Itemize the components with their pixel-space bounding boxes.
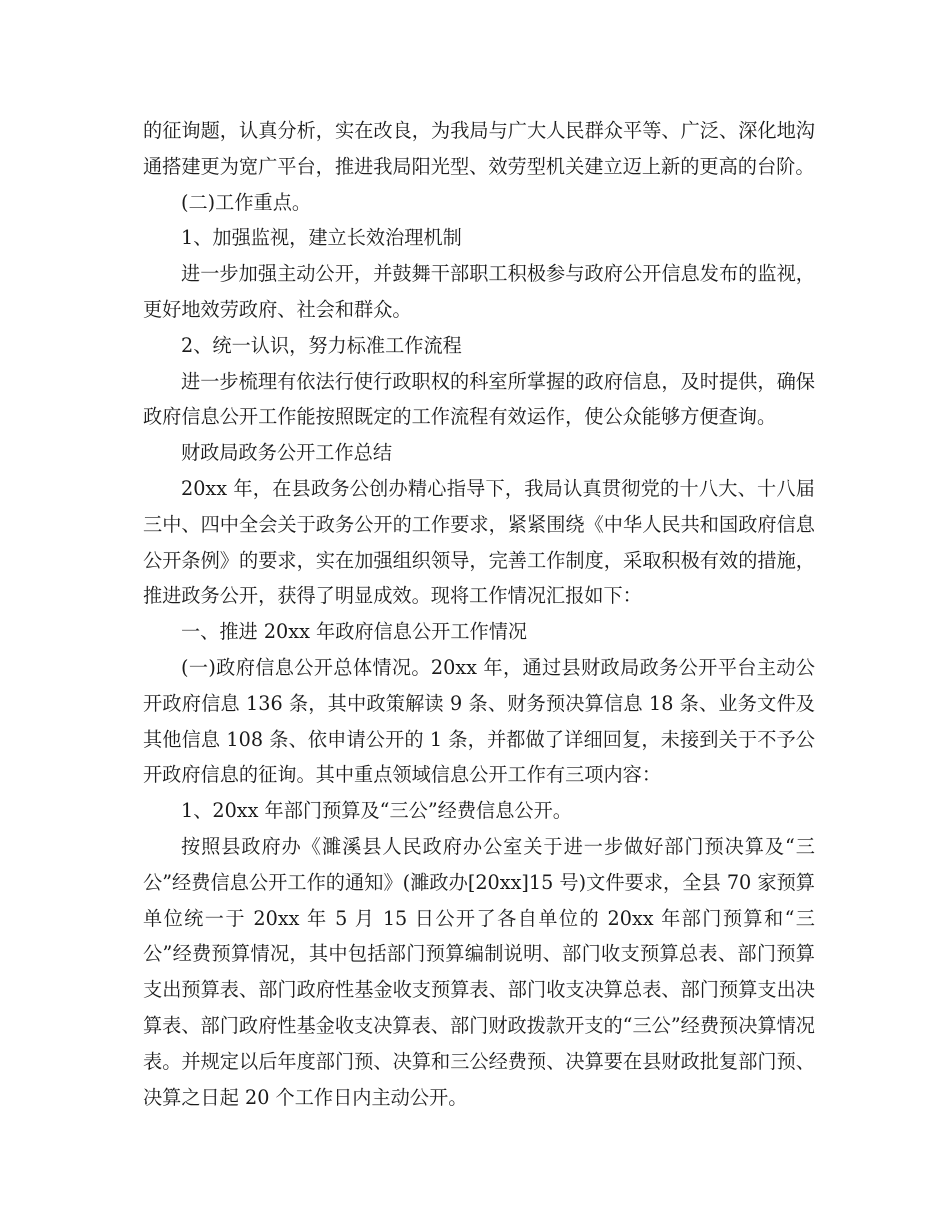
section-heading-work-focus: (二)工作重点。: [181, 190, 312, 214]
subheading-budget-disclosure: 1、20xx 年部门预算及“三公”经费信息公开。: [181, 799, 572, 823]
paragraph-continuation: 的征询题，认真分析，实在改良，为我局与广大人民群众平等、广泛、深化地沟通搭建更为宽广平台，推进我局阳光型、效劳型机关建立迈上新的更高的台阶。: [143, 119, 815, 178]
paragraph-supervision: 进一步加强主动公开，并鼓舞干部职工积极参与政府公开信息发布的监视，更好地效劳政府、社会和群众。: [143, 262, 815, 321]
paragraph-budget-disclosure: 按照县政府办《濉溪县人民政府办公室关于进一步做好部门预决算及“三公”经费信息公开工作的通知》(濉政办[20xx]15 号)文件要求，全县 70 家预算单位统一于 20xx 年 5 月 15 日公开了各自单位的 20xx 年部门预算和“三公”经费预算情况，其中包括部门预算编制说明、部门收支预算总表、部门预算支出预算表、部门政府性基金收支预算表、部门收支决算总表、部门预算支出决算表、部门政府性基金收支决算表、部门财政拨款开支的“三公”经费预决算情况表。并规定以后年度部门预、决算和三公经费预、决算要在县财政批复部门预、决算之日起 20 个工作日内主动公开。: [143, 834, 815, 1109]
paragraph-overall-status: (一)政府信息公开总体情况。20xx 年，通过县财政局政务公开平台主动公开政府信息 136 条，其中政策解读 9 条、财务预决算信息 18 条、业务文件及其他信息 108 条、依申请公开的 1 条，并都做了详细回复，未接到关于不予公开政府信息的征询。其中重点领域信息公开工作有三项内容：: [143, 655, 815, 787]
subheading-workflow: 2、统一认识，努力标准工作流程: [181, 333, 462, 357]
section-heading-disclosure-status: 一、推进 20xx 年政府信息公开工作情况: [181, 620, 528, 644]
document-title-finance-summary: 财政局政务公开工作总结: [181, 441, 393, 465]
document-body: [143, 113, 815, 1115]
paragraph-intro: 20xx 年，在县政务公创办精心指导下，我局认真贯彻党的十八大、十八届三中、四中全会关于政务公开的工作要求，紧紧围绕《中华人民共和国政府信息公开条例》的要求，实在加强组织领导，完善工作制度，采取积极有效的措施，推进政务公开，获得了明显成效。现将工作情况汇报如下：: [143, 476, 815, 608]
subheading-supervision: 1、加强监视，建立长效治理机制: [181, 226, 462, 250]
paragraph-workflow: 进一步梳理有依法行使行政职权的科室所掌握的政府信息，及时提供，确保政府信息公开工作能按照既定的工作流程有效运作，使公众能够方便查询。: [143, 369, 815, 429]
